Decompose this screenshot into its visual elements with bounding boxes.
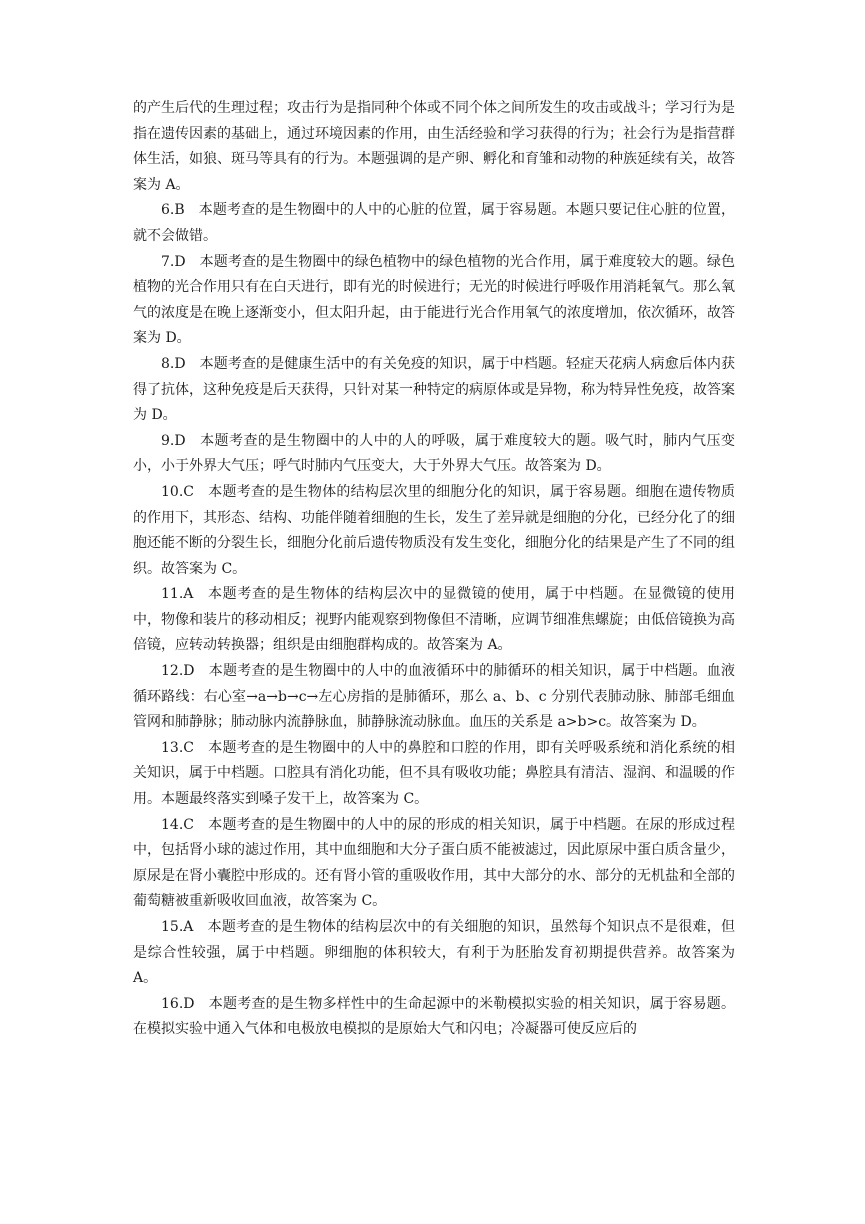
answer-7 — [133, 250, 735, 352]
answer-6 — [133, 198, 735, 249]
answer-label: 16.D — [161, 995, 195, 1012]
answer-text: 本题考查的是生物圈中的人中的血液循环中的肺循环的相关知识，属于中档题。血液循环路线：右心室→a→b→c→左心房指的是肺循环，那么 a、b、c 分别代表肺动脉、肺部毛细血管网和肺静脉；肺动脉内流静脉血，肺静脉流动脉血。血压的关系是 a>b>c。故答案为 D。 — [133, 663, 735, 731]
answer-text: 本题考查的是生物多样性中的生命起源中的米勒模拟实验的相关知识，属于容易题。在模拟实验中通入气体和电极放电模拟的是原始大气和闪电；冷凝器可使反应后的 — [133, 995, 735, 1038]
answer-text: 本题考查的是生物体的结构层次里的细胞分化的知识，属于容易题。细胞在遗传物质的作用下，其形态、结构、功能伴随着细胞的生长，发生了差异就是细胞的分化，已经分化了的细胞还能不断的分裂生长，细胞分化前后遗传物质没有发生变化，细胞分化的结果是产生了不同的组织。故答案为 C。 — [133, 483, 735, 577]
document-page — [133, 96, 735, 1043]
answer-text: 本题考查的是健康生活中的有关免疫的知识，属于中档题。轻症天花病人病愈后体内获得了抗体，这种免疫是后天获得，只针对某一种特定的病原体或是异物，称为特异性免疫，故答案为 D。 — [133, 355, 735, 424]
answer-9 — [133, 429, 735, 480]
answer-text: 本题考查的是生物圈中的人中的鼻腔和口腔的作用，即有关呼吸系统和消化系统的相关知识，属于中档题。口腔具有消化功能，但不具有吸收功能；鼻腔具有清洁、湿润、和温暖的作用。本题最终落实到嗓子发干上，故答案为 C。 — [133, 739, 735, 808]
answer-13 — [133, 736, 735, 813]
answer-label: 6.B — [161, 202, 185, 219]
paragraph-continuation — [133, 96, 735, 198]
answer-label: 15.A — [161, 919, 194, 935]
answer-text: 本题考查的是生物体的结构层次中的显微镜的使用，属于中档题。在显微镜的使用中，物像和装片的移动相反；视野内能观察到物像但不清晰，应调节细准焦螺旋；由低倍镜换为高倍镜，应转动转换器；组织是由细胞群构成的。故答案为 A。 — [133, 586, 735, 654]
answer-16 — [133, 992, 735, 1043]
answer-label: 13.C — [161, 739, 194, 756]
answer-14 — [133, 813, 735, 915]
answer-8 — [133, 352, 735, 429]
paragraph-text: 的产生后代的生理过程；攻击行为是指同种个体或不同个体之间所发生的攻击或战斗；学习行为是指在遗传因素的基础上，通过环境因素的作用，由生活经验和学习获得的行为；社会行为是指营群体生活，如狼、斑马等具有的行为。本题强调的是产卵、孵化和育雏和动物的种族延续有关，故答案为 A。 — [133, 100, 735, 193]
answer-label: 11.A — [161, 586, 194, 603]
answer-15 — [133, 915, 735, 992]
answer-label: 10.C — [161, 483, 194, 500]
answer-label: 14.C — [161, 816, 194, 833]
answer-label: 12.D — [161, 663, 195, 680]
answer-12 — [133, 659, 735, 736]
answer-text: 本题考查的是生物圈中的人中的人的呼吸，属于难度较大的题。吸气时，肺内气压变小，小于外界大气压；呼气时肺内气压变大，大于外界大气压。故答案为 D。 — [133, 432, 735, 475]
answer-text: 本题考查的是生物圈中的人中的尿的形成的相关知识，属于中档题。在尿的形成过程中，包括肾小球的滤过作用，其中血细胞和大分子蛋白质不能被滤过，因此原尿中蛋白质含量少，原尿是在肾小囊腔中形成的。还有肾小管的重吸收作用，其中大部分的水、部分的无机盐和全部的葡萄糖被重新吸收回血液，故答案为 C。 — [133, 816, 735, 910]
answer-label: 8.D — [161, 355, 186, 372]
answer-text: 本题考查的是生物体的结构层次中的有关细胞的知识，虽然每个知识点不是很难，但是综合性较强，属于中档题。卵细胞的体积较大，有利于为胚胎发育初期提供营养。故答案为 A。 — [133, 919, 735, 987]
answer-text: 本题考查的是生物圈中的绿色植物中的绿色植物的光合作用，属于难度较大的题。绿色植物的光合作用只有在白天进行，即有光的时候进行；无光的时候进行呼吸作用消耗氧气。那么氧气的浓度是在晚上逐渐变小，但太阳升起，由于能进行光合作用氧气的浓度增加，依次循环，故答案为 D。 — [133, 253, 735, 347]
answer-11 — [133, 582, 735, 659]
answer-label: 7.D — [161, 253, 186, 270]
answer-label: 9.D — [161, 432, 186, 449]
answer-text: 本题考查的是生物圈中的人中的心脏的位置，属于容易题。本题只要记住心脏的位置，就不会做错。 — [133, 202, 735, 244]
answer-10 — [133, 480, 735, 582]
